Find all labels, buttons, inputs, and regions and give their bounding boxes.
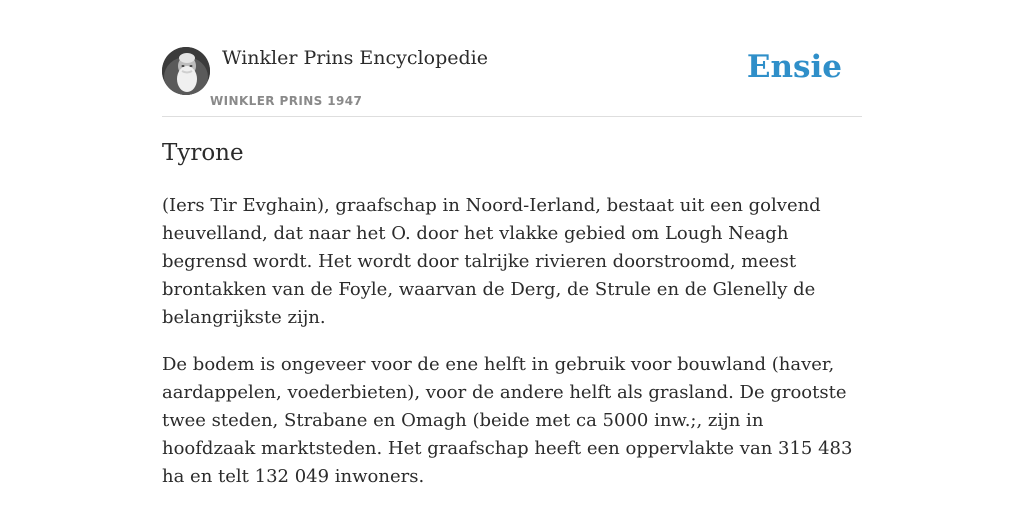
article-paragraph: (Iers Tir Evghain), graafschap in Noord-Ierland, bestaat uit een golvend heuvelland, dat naar het O. door het vlakke gebied om Lough Neagh begrensd wordt. Het wordt door talrijke rivieren doorstroomd, meest brontakken van de Foyle, waarvan de Derg, de Strule en de Glenelly de belangrijkste zijn. bbox=[162, 195, 821, 328]
article-paragraph: De bodem is ongeveer voor de ene helft in gebruik voor bouwland (haver, aardappelen, voederbieten), voor de andere helft als grasland. De grootste twee steden, Strabane en Omagh (beide met ca 5000 inw.;, zijn in hoofdzaak marktsteden. Het graafschap heeft een oppervlakte van 315 483 ha en telt 132 049 inwoners. bbox=[162, 354, 853, 487]
ensie-logo-link[interactable]: Ensie bbox=[746, 49, 842, 85]
page-header bbox=[162, 45, 862, 117]
author-avatar[interactable] bbox=[162, 47, 210, 95]
encyclopedia-title[interactable]: Winkler Prins Encyclopedie bbox=[222, 47, 488, 69]
edition-label[interactable]: WINKLER PRINS 1947 bbox=[210, 94, 363, 108]
article-title: Tyrone bbox=[162, 140, 244, 166]
bearded-man-portrait-icon bbox=[162, 47, 210, 95]
article-body bbox=[162, 192, 862, 510]
